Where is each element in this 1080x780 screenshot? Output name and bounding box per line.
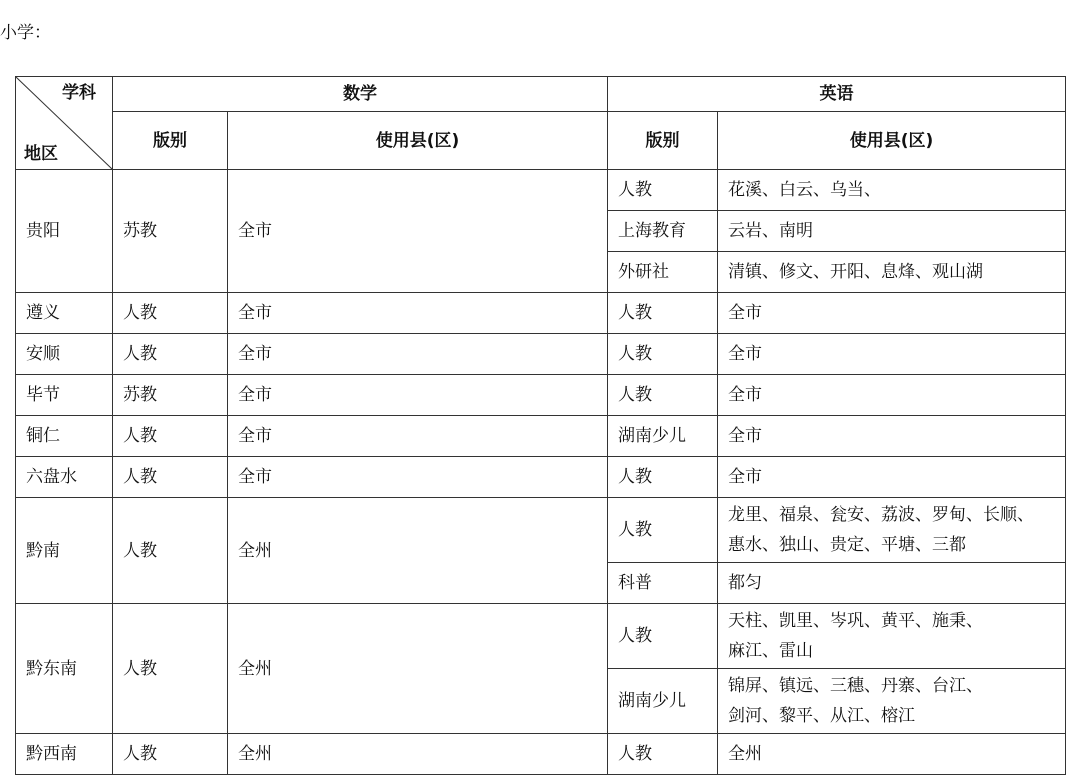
- english-counties-cell: [718, 669, 1066, 734]
- english-counties-cell: 清镇、修文、开阳、息烽、观山湖: [718, 252, 1066, 293]
- english-counties-cell: 全州: [718, 734, 1066, 775]
- english-counties-cell: 全市: [718, 457, 1066, 498]
- region-cell: 遵义: [16, 293, 113, 334]
- english-edition-cell: 人教: [608, 170, 718, 211]
- english-edition-cell: 人教: [608, 498, 718, 563]
- english-edition-cell: 人教: [608, 293, 718, 334]
- math-edition-cell: 苏教: [113, 375, 228, 416]
- corner-region-label: 地区: [24, 144, 58, 164]
- county-line: 龙里、福泉、瓮安、荔波、罗甸、长顺、: [728, 505, 1034, 525]
- region-cell: 黔南: [16, 498, 113, 604]
- math-edition-cell: 人教: [113, 604, 228, 734]
- math-counties-cell: 全市: [228, 375, 608, 416]
- english-header: 英语: [608, 77, 1066, 112]
- english-edition-cell: 人教: [608, 604, 718, 669]
- math-edition-cell: 人教: [113, 498, 228, 604]
- english-edition-cell: 人教: [608, 334, 718, 375]
- english-edition-cell: 外研社: [608, 252, 718, 293]
- table-row: [16, 416, 1066, 457]
- table-row: [16, 170, 1066, 211]
- math-counties-cell: 全州: [228, 498, 608, 604]
- corner-subject-label: 学科: [62, 83, 96, 103]
- region-cell: 贵阳: [16, 170, 113, 293]
- math-counties-cell: 全州: [228, 604, 608, 734]
- region-cell: 毕节: [16, 375, 113, 416]
- region-cell: 六盘水: [16, 457, 113, 498]
- math-edition-cell: 人教: [113, 293, 228, 334]
- table-row: [16, 734, 1066, 775]
- county-line: 剑河、黎平、从江、榕江: [728, 706, 915, 726]
- table-row: [16, 457, 1066, 498]
- english-counties-header: 使用县(区): [718, 112, 1066, 170]
- math-edition-cell: 苏教: [113, 170, 228, 293]
- english-edition-cell: 湖南少儿: [608, 669, 718, 734]
- table-row: [16, 334, 1066, 375]
- math-edition-cell: 人教: [113, 334, 228, 375]
- county-line: 麻江、雷山: [728, 641, 813, 661]
- page-heading: 小学：: [0, 23, 51, 43]
- english-edition-cell: 科普: [608, 563, 718, 604]
- english-counties-cell: 云岩、南明: [718, 211, 1066, 252]
- math-edition-cell: 人教: [113, 416, 228, 457]
- region-cell: 铜仁: [16, 416, 113, 457]
- county-line: 惠水、独山、贵定、平塘、三都: [728, 535, 966, 555]
- math-counties-cell: 全市: [228, 457, 608, 498]
- english-counties-cell: 全市: [718, 375, 1066, 416]
- math-counties-header: 使用县(区): [228, 112, 608, 170]
- english-edition-cell: 人教: [608, 734, 718, 775]
- english-counties-cell: 花溪、白云、乌当、: [718, 170, 1066, 211]
- english-counties-cell: 全市: [718, 416, 1066, 457]
- english-counties-cell: [718, 604, 1066, 669]
- math-header: 数学: [113, 77, 608, 112]
- math-counties-cell: 全市: [228, 170, 608, 293]
- english-edition-header: 版别: [608, 112, 718, 170]
- math-counties-cell: 全市: [228, 293, 608, 334]
- math-edition-cell: 人教: [113, 734, 228, 775]
- math-edition-header: 版别: [113, 112, 228, 170]
- table-row: [16, 604, 1066, 669]
- math-counties-cell: 全州: [228, 734, 608, 775]
- county-line: 锦屏、镇远、三穗、丹寨、台江、: [728, 676, 983, 696]
- table-row: [16, 375, 1066, 416]
- math-edition-cell: 人教: [113, 457, 228, 498]
- english-counties-cell: 都匀: [718, 563, 1066, 604]
- table-row: [16, 293, 1066, 334]
- county-line: 天柱、凯里、岑巩、黄平、施秉、: [728, 611, 983, 631]
- math-counties-cell: 全市: [228, 334, 608, 375]
- english-edition-cell: 人教: [608, 457, 718, 498]
- table-row: [16, 498, 1066, 563]
- english-edition-cell: 上海教育: [608, 211, 718, 252]
- english-edition-cell: 湖南少儿: [608, 416, 718, 457]
- region-cell: 安顺: [16, 334, 113, 375]
- english-counties-cell: 全市: [718, 334, 1066, 375]
- region-cell: 黔西南: [16, 734, 113, 775]
- english-edition-cell: 人教: [608, 375, 718, 416]
- region-cell: 黔东南: [16, 604, 113, 734]
- textbook-edition-table: [15, 76, 1066, 775]
- corner-header-cell: [16, 77, 113, 170]
- english-counties-cell: [718, 498, 1066, 563]
- english-counties-cell: 全市: [718, 293, 1066, 334]
- math-counties-cell: 全市: [228, 416, 608, 457]
